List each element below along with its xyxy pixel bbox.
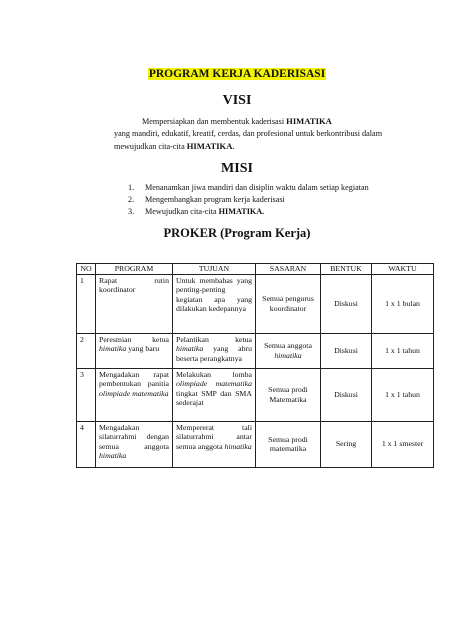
cell-waktu: 1 x 1 tahun	[372, 333, 434, 368]
cell-program: Mengadakan rapat pembentukan panitia olimpiade matematika	[96, 368, 173, 421]
cell-no: 2	[77, 333, 96, 368]
cell-tujuan: Mempererat tali silaturrahmi antar semua anggota himatika	[173, 421, 256, 467]
column-header-sasaran: SASARAN	[256, 264, 321, 275]
cell-sasaran: Semua anggota himatika	[256, 333, 321, 368]
column-header-waktu: WAKTU	[372, 264, 434, 275]
cell-program: Peresmian ketua himatika yang baru	[96, 333, 173, 368]
cell-no: 3	[77, 368, 96, 421]
column-header-tujuan: TUJUAN	[173, 264, 256, 275]
proker-table	[76, 263, 434, 468]
cell-bentuk: Sering	[321, 421, 372, 467]
cell-waktu: 1 x 1 tahun	[372, 368, 434, 421]
cell-waktu: 1 x 1 bulan	[372, 274, 434, 333]
cell-no: 4	[77, 421, 96, 467]
misi-list	[128, 182, 388, 218]
cell-program: Mengadakan silaturrahmi dengan semua anggota himatika	[96, 421, 173, 467]
column-header-program: PROGRAM	[96, 264, 173, 275]
visi-paragraph: Mempersiapkan dan membentuk kaderisasi HIMATIKA yang mandiri, edukatif, kreatif, cerdas, dan profesional untuk berkontribusi dalam mewujudkan cita-cita HIMATIKA.	[114, 116, 383, 151]
proker-heading: PROKER (Program Kerja)	[163, 226, 311, 240]
table-row	[77, 368, 434, 421]
table-row	[77, 333, 434, 368]
cell-no: 1	[77, 274, 96, 333]
cell-bentuk: Diskusi	[321, 274, 372, 333]
cell-tujuan: Pelantikan ketua himatika yang abru beserta perangkatnya	[173, 333, 256, 368]
cell-bentuk: Diskusi	[321, 368, 372, 421]
table-row	[77, 274, 434, 333]
column-header-no: NO	[77, 264, 96, 275]
cell-tujuan: Untuk membahas yang penting-penting kegiatan apa yang dilakukan kedepannya	[173, 274, 256, 333]
document-title: PROGRAM KERJA KADERISASI	[148, 68, 326, 80]
misi-item: 1. Menanamkan jiwa mandiri dan disiplin waktu dalam setiap kegiatan	[128, 183, 369, 192]
table-header-row	[77, 264, 434, 275]
table-row	[77, 421, 434, 467]
cell-waktu: 1 x 1 smester	[372, 421, 434, 467]
column-header-bentuk: BENTUK	[321, 264, 372, 275]
misi-heading: MISI	[221, 161, 253, 176]
cell-bentuk: Diskusi	[321, 333, 372, 368]
misi-item: 3. Mewujudkan cita-cita HIMATIKA.	[128, 207, 265, 216]
cell-sasaran: Semua pengurus koordinator	[256, 274, 321, 333]
misi-item: 2. Mengembangkan program kerja kaderisasi	[128, 195, 285, 204]
visi-heading: VISI	[222, 93, 252, 108]
cell-sasaran: Semua prodi matematika	[256, 421, 321, 467]
cell-sasaran: Semua prodi Matematika	[256, 368, 321, 421]
cell-tujuan: Melakukan lomba olimpiade matematika tingkat SMP dan SMA sederajat	[173, 368, 256, 421]
cell-program: Rapat rutin koordinator	[96, 274, 173, 333]
